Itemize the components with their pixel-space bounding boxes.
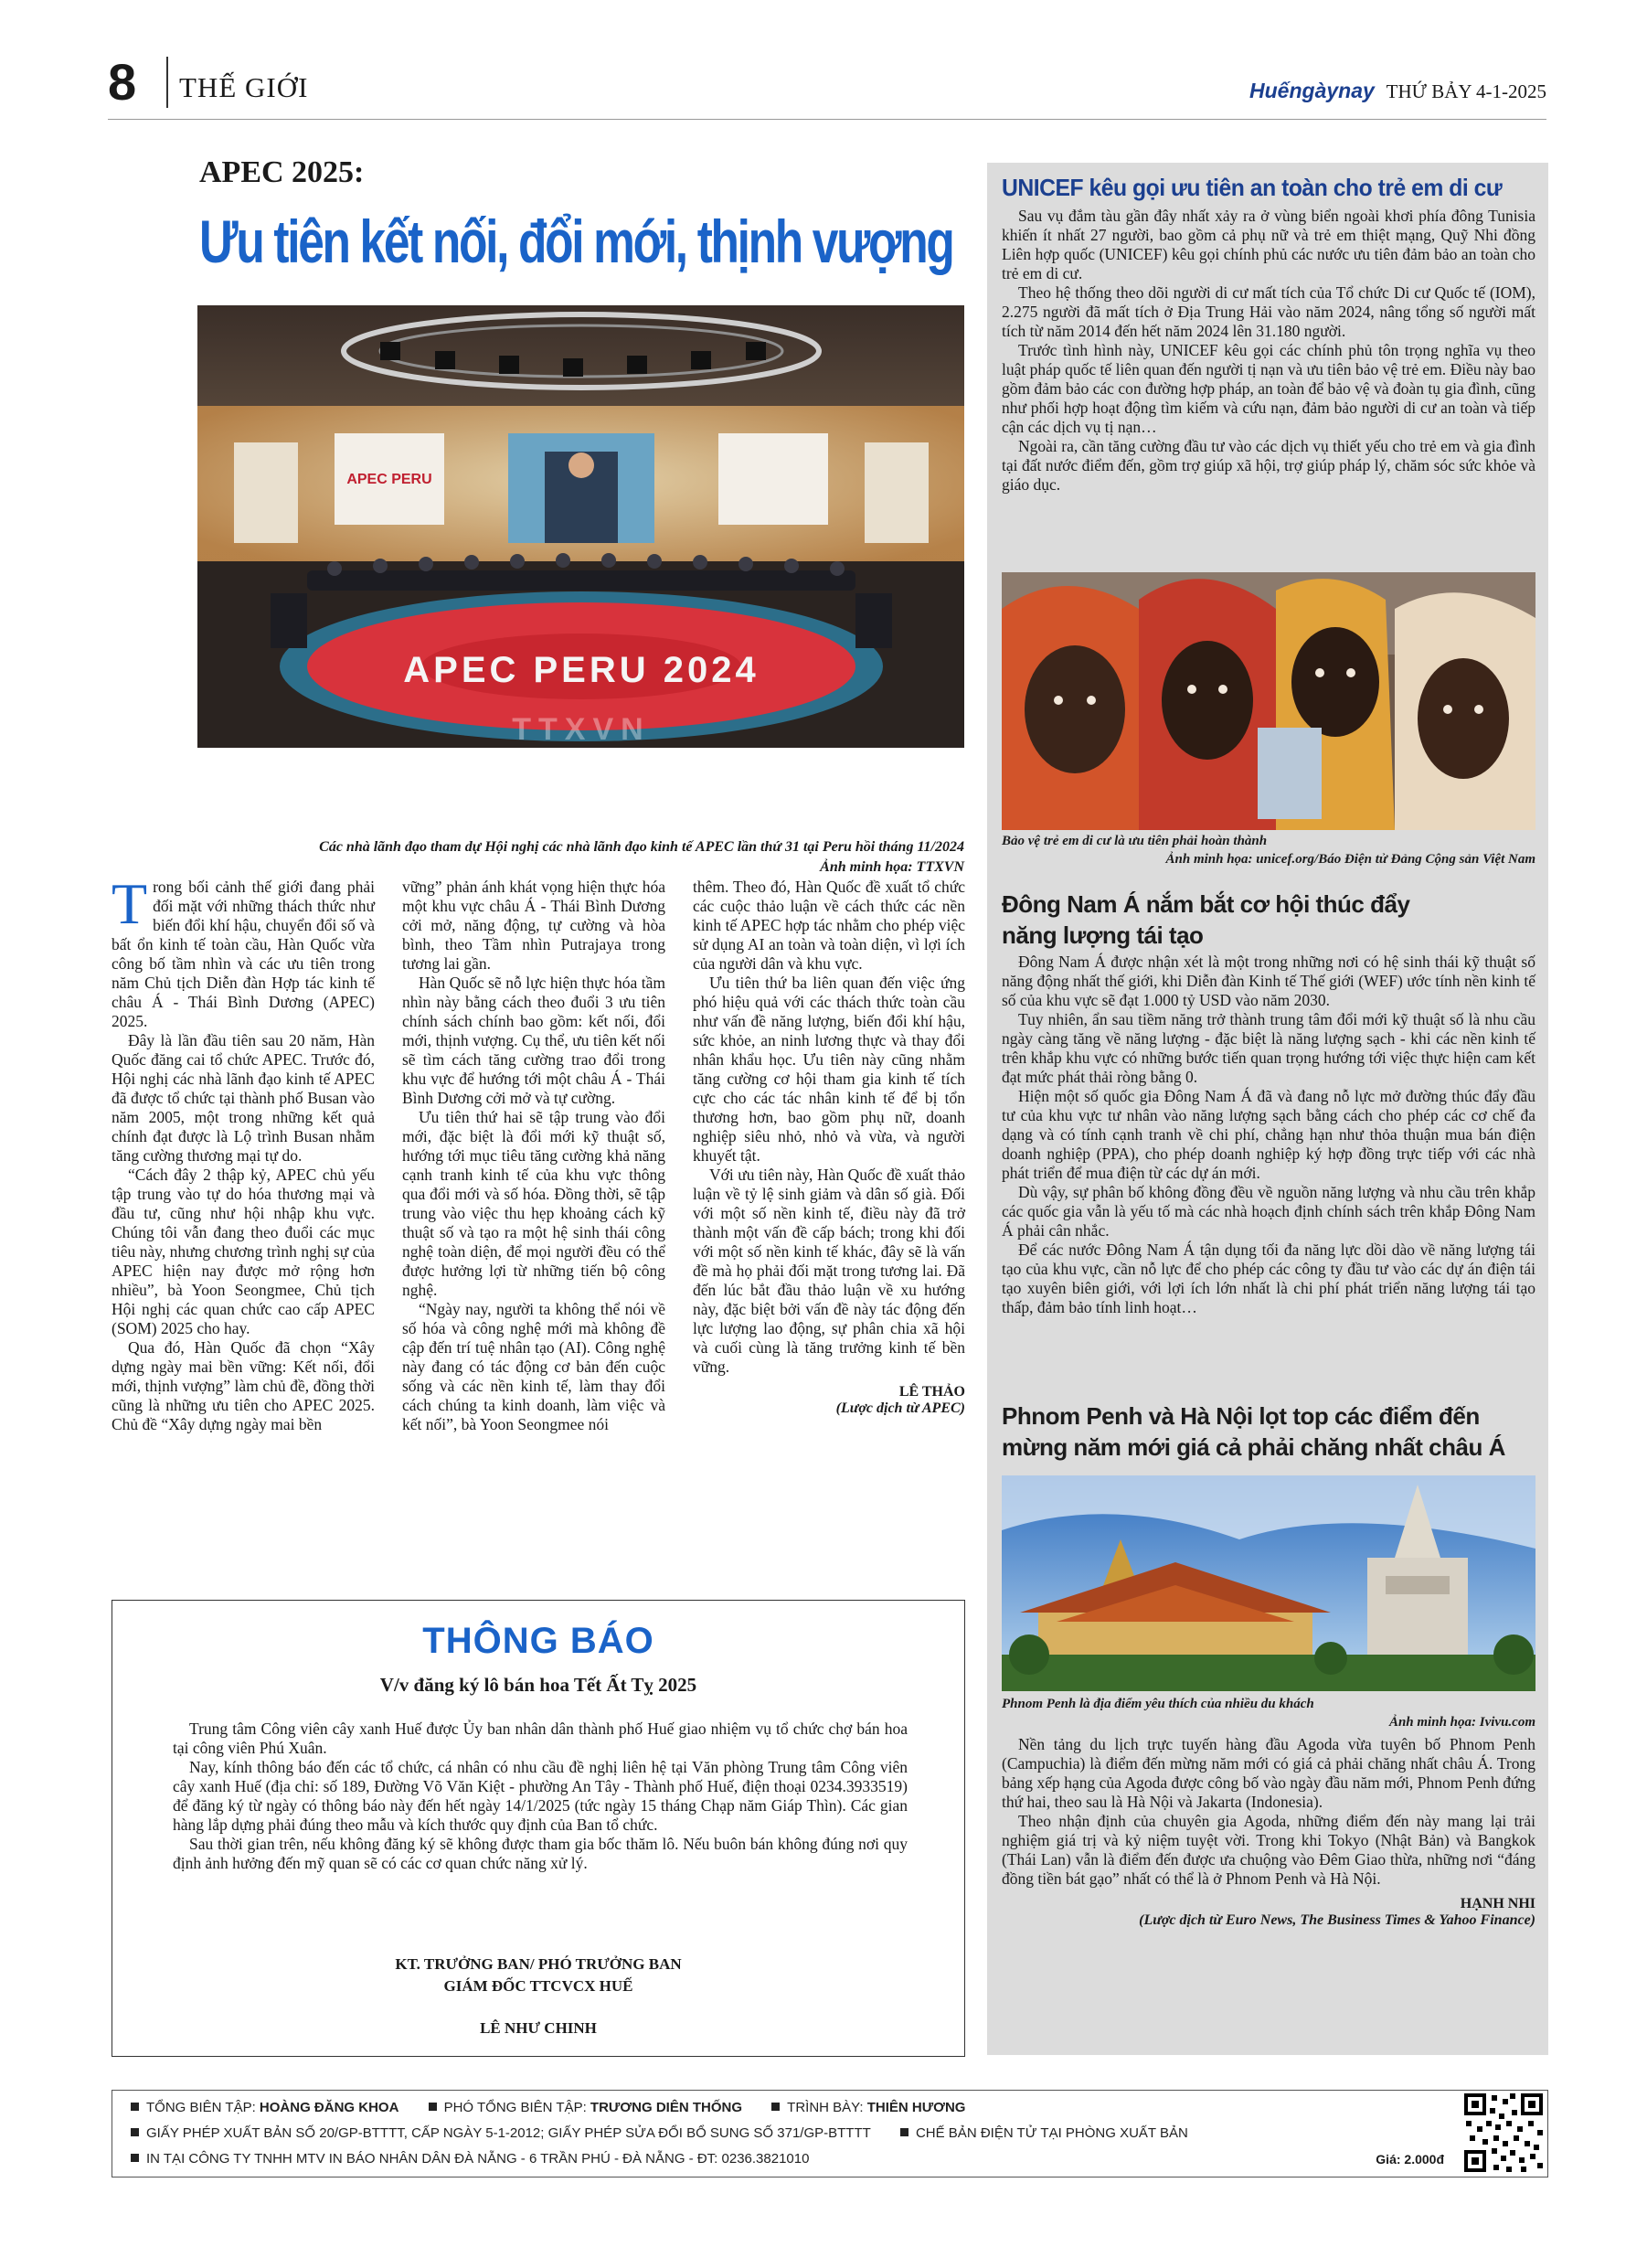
energy-body: [1002, 953, 1535, 1317]
energy-paragraph: Hiện một số quốc gia Đông Nam Á đã và đang nỗ lực mở đường thúc đẩy đầu tư của khu vực tư nhân vào năng lượng sạch bằng cách cho phép các cơ chế đa dạng và có tính cạnh tranh về chi phí, chẳng hạn như thỏa thuận mua bán điện doanh nghiệp (PPA), cho phép doanh nghiệp ký hợp đồng trực tiếp với các nhà phát triển để mua điện từ các dự án mới.: [1002, 1087, 1535, 1182]
article-paragraph: thêm. Theo đó, Hàn Quốc đề xuất tổ chức các cuộc thảo luận về cách thức các nền kinh tế APEC hợp tác nhằm cho phép việc sử dụng AI an toàn và toàn diện, vì lợi ích của người dân và khu vực.: [693, 878, 965, 973]
qr-code[interactable]: [1462, 2092, 1545, 2174]
unicef-photo-credit: Ảnh minh họa: unicef.org/Báo Điện tử Đảng Cộng sản Việt Nam: [1165, 852, 1535, 867]
notice-paragraph: Trung tâm Công viên cây xanh Huế được Ủy ban nhân dân thành phố Huế giao nhiệm vụ tổ chức chợ bán hoa tại công viên Phú Xuân.: [173, 1720, 908, 1757]
masthead: [1249, 79, 1546, 103]
main-photo-caption: Các nhà lãnh đạo tham dự Hội nghị các nhà lãnh đạo kinh tế APEC lần thứ 31 tại Peru hồi tháng 11/2024: [319, 839, 964, 855]
article-paragraph: Hàn Quốc sẽ nỗ lực hiện thực hóa tầm nhìn này bằng cách theo đuổi 3 ưu tiên chính sách chính bao gồm: kết nối, đổi mới, thịnh vượng. Cụ thể, ưu tiên kết nối sẽ tìm cách tăng cường trao đổi trong khu vực để hướng tới một châu Á - Thái Bình Dương cởi mở và tự cường.: [402, 974, 665, 1107]
article-column-1: [112, 871, 375, 1434]
notice-signatory-name: LÊ NHƯ CHINH: [480, 2019, 597, 2037]
travel-headline-line2: mừng năm mới giá cả phải chăng nhất châu Á: [1002, 1433, 1505, 1461]
notice-body: [173, 1720, 908, 1873]
notice-paragraph: Nay, kính thông báo đến các tổ chức, cá nhân có nhu cầu đề nghị liên hệ tại Văn phòng Trung tâm Công viên cây xanh Huế (địa chỉ: số 189, Đường Võ Văn Kiệt - phường An Tây - Thành phố Huế, điện thoại 0234.3933519) để đăng ký từ ngày có thông báo này đến hết ngày 14/1/2025 (tức ngày 15 tháng Chạp năm Giáp Thìn). Các gian hàng lắp dựng phải đúng theo mẫu và kích thước quy định của Ban tổ chức.: [173, 1758, 908, 1834]
article-byline: LÊ THẢO: [898, 1384, 965, 1400]
issue-date: THỨ BẢY 4-1-2025: [1386, 80, 1546, 102]
travel-photo-credit: Ảnh minh họa: Ivivu.com: [1388, 1715, 1535, 1730]
article-paragraph: Với ưu tiên này, Hàn Quốc đề xuất thảo luận về tỷ lệ sinh giảm và dân số già. Đối với một số nền kinh tế, điều này đã trở thành một vấn đề cấp bách; trong khi đối với một số nền kinh tế khác, đây sẽ là vấn đề mà họ phải đối mặt trong tương lai. Đã đến lúc bắt đầu thảo luận về xu hướng này, đặc biệt bởi vấn đề này tác động đến lực lượng lao động, sự phân chia xã hội và cuối cùng là tăng trưởng kinh tế bền vững.: [693, 1166, 965, 1376]
price-label: Giá: 2.000đ: [1376, 2152, 1444, 2167]
page-number: 8: [108, 53, 137, 111]
travel-source: (Lược dịch từ Euro News, The Business Times & Yahoo Finance): [1139, 1912, 1535, 1928]
footer-staff-line: TỔNG BIÊN TẬP: HOÀNG ĐĂNG KHOA PHÓ TỔNG BIÊN TẬP: TRƯƠNG DIÊN THỐNG TRÌNH BÀY: THIÊN HƯƠNG: [131, 2100, 991, 2115]
travel-paragraph: Theo nhận định của chuyên gia Agoda, những điểm đến này mang lại trải nghiệm giá trị và kỷ niệm tuyệt vời. Trong khi Tokyo (Nhật Bản) và Bangkok (Thái Lan) vẫn là điểm đến được ưa chuộng vào Đêm Giao thừa, những nơi “đáng đồng tiền bát gạo” nhất có thể là ở Phnom Penh và Hà Nội.: [1002, 1812, 1535, 1888]
notice-paragraph: Sau thời gian trên, nếu không đăng ký sẽ không được tham gia bốc thăm lô. Nếu buôn bán không đúng nơi quy định ảnh hưởng đến mỹ quan sẽ có các cơ quan chức năng xử lý.: [173, 1835, 908, 1872]
notice-signatory-role: GIÁM ĐỐC TTCVCX HUẾ: [443, 1977, 633, 1995]
layout-designer: THIÊN HƯƠNG: [866, 2100, 966, 2115]
travel-photo-caption: Phnom Penh là địa điểm yêu thích của nhiều du khách: [1002, 1697, 1314, 1711]
energy-paragraph: Tuy nhiên, ẩn sau tiềm năng trở thành trung tâm đổi mới kỹ thuật số là nhu cầu ngày càng tăng về năng lượng - đặc biệt là năng lượng sạch - khi các nền kinh tế trên khắp khu vực có những bước tiến quan trọng hướng tới việc thực hiện cam kết đạt mức phát thải ròng bằng 0.: [1002, 1010, 1535, 1086]
travel-byline: HẠNH NHI: [1460, 1896, 1535, 1911]
unicef-story: [1002, 172, 1535, 495]
energy-paragraph: Dù vậy, sự phân bố không đồng đều về nguồn năng lượng và nhu cầu trên khắp các quốc gia vẫn là yếu tố mà các nhà hoạch định chính sách trên khắp Đông Nam Á phải cân nhắc.: [1002, 1183, 1535, 1240]
article-paragraph: Trong bối cảnh thế giới đang phải đối mặt với những thách thức như biến đổi khí hậu, chuyển đổi số và bất ổn kinh tế toàn cầu, Hàn Quốc vừa công bố tầm nhìn và các ưu tiên trong năm Chủ tịch Diễn đàn Hợp tác kinh tế châu Á - Thái Bình Dương (APEC) 2025.: [112, 871, 375, 1030]
article-paragraph: “Ngày nay, người ta không thể nói về số hóa và công nghệ mới mà không đề cập đến trí tuệ nhân tạo (AI). Công nghệ này đang có tác động cơ bản đến cuộc sống và các nền kinh tế, làm thay đổi cách chúng ta kinh doanh, làm việc và kết nối”, bà Yoon Seongmee nói: [402, 1300, 665, 1433]
editor-in-chief: HOÀNG ĐĂNG KHOA: [259, 2100, 399, 2115]
article-kicker: APEC 2025:: [199, 155, 365, 189]
drop-cap: T: [112, 871, 148, 936]
article-column-3: [693, 878, 965, 1417]
section-title: THẾ GIỚI: [179, 71, 309, 103]
article-paragraph: vững” phản ánh khát vọng hiện thực hóa một khu vực châu Á - Thái Bình Dương cởi mở, năng động, tự cường và hòa bình, theo Tầm nhìn Putrajaya trong tương lai gần.: [402, 878, 665, 973]
unicef-body: [1002, 207, 1535, 495]
stage-screen-label: APEC PERU: [346, 472, 432, 487]
article-paragraph: “Cách đây 2 thập kỷ, APEC chủ yếu tập trung vào tự do hóa thương mại và đầu tư, cũng như hội nhập khu vực. Chúng tôi vẫn đang theo đuổi các mục tiêu này, nhưng chương trình nghị sự của APEC hiện nay được mở rộng hơn nhiều”, bà Yoon Seongmee, Chủ tịch Hội nghị các quan chức cao cấp APEC (SOM) 2025 cho hay.: [112, 1166, 375, 1337]
header-rule: [108, 119, 1546, 120]
unicef-paragraph: Sau vụ đắm tàu gần đây nhất xảy ra ở vùng biển ngoài khơi phía đông Tunisia khiến ít nhất 27 người, bao gồm cả phụ nữ và trẻ em thiệt mạng, Quỹ Nhi đồng Liên hợp quốc (UNICEF) kêu gọi chính phủ các nước ưu tiên đảm bảo an toàn cho trẻ em di cư.: [1002, 207, 1535, 282]
unicef-paragraph: Theo hệ thống theo dõi người di cư mất tích của Tổ chức Di cư Quốc tế (IOM), 2.275 người đã mất tích ở Địa Trung Hải vào năm 2024, nâng tổng số người mất tích từ năm 2014 đến hết năm 2024 lên 31.180 người.: [1002, 283, 1535, 340]
phnom-penh-photo: [1002, 1475, 1535, 1691]
notice-subtitle: V/v đăng ký lô bán hoa Tết Ất Tỵ 2025: [379, 1674, 697, 1696]
news-sidebar: [987, 163, 1548, 2055]
article-source: (Lược dịch từ APEC): [835, 1400, 965, 1416]
notice-box: [112, 1600, 965, 2057]
notice-signatory-title: KT. TRƯỞNG BAN/ PHÓ TRƯỞNG BAN: [395, 1955, 682, 1973]
notice-title: THÔNG BÁO: [422, 1621, 654, 1661]
energy-paragraph: Để các nước Đông Nam Á tận dụng tối đa năng lực dồi dào về năng lượng tái tạo của khu vực, cần nỗ lực để cho phép các công ty đầu tư vào các dự án điện tái tạo xuyên biên giới, với lợi ích lớn nhất là chi phí phát triển năng lượng tái tạo thấp, đảm bảo tính linh hoạt…: [1002, 1240, 1535, 1316]
apec-summit-photo: [197, 305, 964, 748]
article-paragraph: Qua đó, Hàn Quốc đã chọn “Xây dựng ngày mai bền vững: Kết nối, đổi mới, thịnh vượng” làm chủ đề, đồng thời cũng là những ưu tiên cho APEC 2025. Chủ đề “Xây dựng ngày mai bền: [112, 1338, 375, 1433]
unicef-headline: UNICEF kêu gọi ưu tiên an toàn cho trẻ em di cư: [1002, 174, 1503, 201]
deputy-editor: TRƯƠNG DIÊN THỐNG: [590, 2100, 742, 2115]
article-paragraph: Đây là lần đầu tiên sau 20 năm, Hàn Quốc đăng cai tổ chức APEC. Trước đó, Hội nghị các nhà lãnh đạo kinh tế APEC đã được tổ chức tại thành phố Busan vào năm 2005, một trong những kết quả chính đạt được là Lộ trình Busan nhằm tăng cường thương mại tự do.: [112, 1031, 375, 1165]
main-photo-credit: Ảnh minh họa: TTXVN: [820, 859, 964, 875]
energy-paragraph: Đông Nam Á được nhận xét là một trong những nơi có hệ sinh thái kỹ thuật số năng động nhất thế giới, khi Diễn đàn Kinh tế Thế giới (WEF) ước tính nền kinh tế số của khu vực sẽ đạt 1.000 tỷ USD vào năm 2030.: [1002, 953, 1535, 1009]
photo-watermark: TTXVN: [512, 712, 651, 747]
masthead-logo: Huếngàynay: [1249, 79, 1375, 102]
unicef-paragraph: Ngoài ra, cần tăng cường đầu tư vào các dịch vụ thiết yếu cho trẻ em và gia đình tại đất nước điểm đến, gồm trợ giúp xã hội, trợ giúp pháp lý, chăm sóc sức khỏe và giáo dục.: [1002, 437, 1535, 494]
article-column-2: [402, 878, 665, 1434]
travel-body: [1002, 1735, 1535, 1929]
unicef-photo-caption: Bảo vệ trẻ em di cư là ưu tiên phải hoàn thành: [1002, 834, 1268, 848]
migrant-children-photo: [1002, 572, 1535, 830]
header-divider: [166, 57, 168, 108]
article-headline: Ưu tiên kết nối, đổi mới, thịnh vượng: [199, 208, 953, 275]
travel-story-headline: [1002, 1400, 1535, 1463]
floor-logo-label: APEC PERU 2024: [403, 650, 760, 690]
unicef-paragraph: Trước tình hình này, UNICEF kêu gọi các chính phủ tôn trọng nghĩa vụ theo luật pháp quốc tế liên quan đến người tị nạn và ưu tiên bảo vệ trẻ em. Điều này bao gồm đảm bảo các con đường hợp pháp, an toàn để bảo vệ và đoàn tụ gia đình, cũng như phối hợp hoạt động tìm kiếm và cứu nạn, đảm bảo người di cư an toàn và tiếp cận các dịch vụ tị nạn…: [1002, 341, 1535, 436]
energy-headline: Đông Nam Á nắm bắt cơ hội thúc đẩy năng lượng tái tạo: [1002, 890, 1410, 949]
energy-story: [1002, 889, 1535, 1317]
main-article-body: [112, 871, 965, 1580]
article-paragraph: Ưu tiên thứ hai sẽ tập trung vào đổi mới, đặc biệt là đổi mới kỹ thuật số, hướng tới mục tiêu tăng cường khả năng cạnh tranh kinh tế của khu vực thông qua đổi mới và số hóa. Đồng thời, sẽ tập trung vào việc thu hẹp khoảng cách kỹ thuật số và tạo ra một hệ sinh thái công nghệ toàn diện, để mọi người đều có thể được hưởng lợi từ những tiến bộ công nghệ.: [402, 1108, 665, 1299]
footer-license-line: GIẤY PHÉP XUẤT BẢN SỐ 20/GP-BTTTT, CẤP NGÀY 5-1-2012; GIẤY PHÉP SỬA ĐỔI BỔ SUNG SỐ 371/GP-BTTTT CHẾ BẢN ĐIỆN TỬ TẠI PHÒNG XUẤT BẢN: [131, 2125, 1214, 2141]
travel-paragraph: Nền tảng du lịch trực tuyến hàng đầu Agoda vừa tuyên bố Phnom Penh (Campuchia) là điểm đến mừng năm mới có giá cả phải chăng nhất châu Á. Trong bảng xếp hạng của Agoda được công bố vào ngày đầu năm mới, Phnom Penh đứng thứ hai, theo sau là Hà Nội và Jakarta (Indonesia).: [1002, 1735, 1535, 1811]
travel-headline-line1: Phnom Penh và Hà Nội lọt top các điểm đến: [1002, 1402, 1480, 1430]
footer-printer-line: IN TẠI CÔNG TY TNHH MTV IN BÁO NHÂN DÂN ĐÀ NẴNG - 6 TRẦN PHÚ - ĐÀ NẴNG - ĐT: 0236.3821010: [131, 2151, 834, 2167]
article-paragraph: Ưu tiên thứ ba liên quan đến việc ứng phó hiệu quả với các thách thức toàn cầu như vấn đề năng lượng, biến đổi khí hậu, sức khỏe, an ninh lương thực và thay đổi nhân khẩu học. Ưu tiên này cũng nhằm tăng cường cơ hội tham gia kinh tế tích cực cho các tác nhân kinh tế để bị tổn thương hơn, bao gồm phụ nữ, doanh nghiệp siêu nhỏ, nhỏ và vừa, và người khuyết tật.: [693, 974, 965, 1165]
